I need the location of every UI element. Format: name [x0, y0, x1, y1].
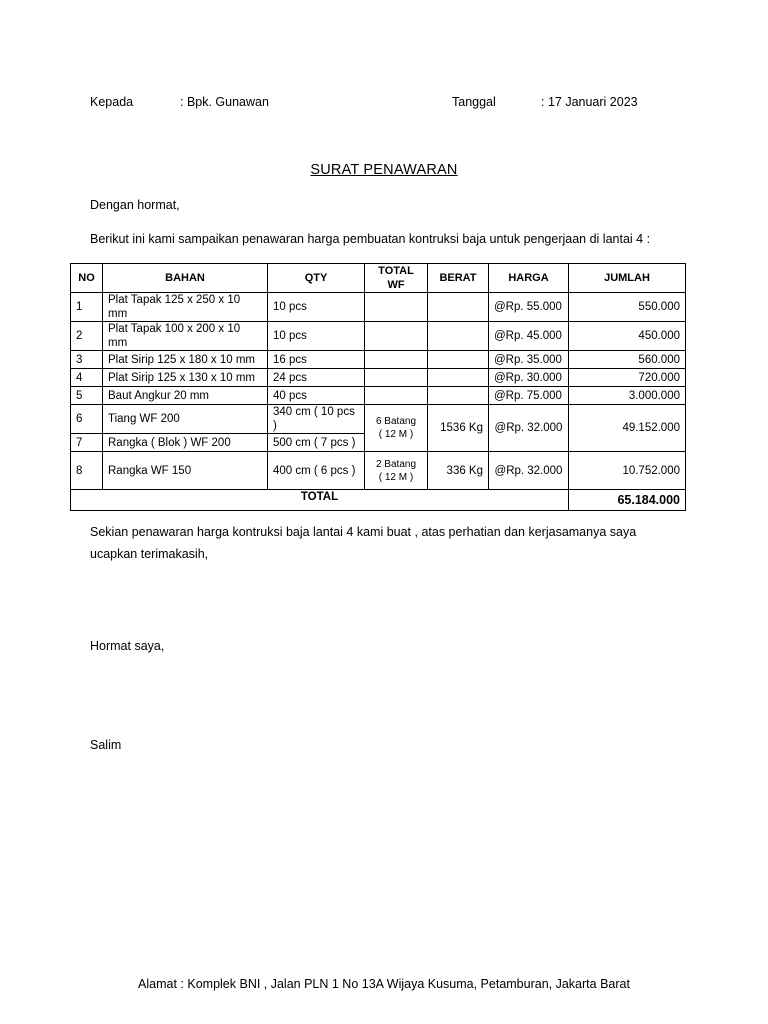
cell-bahan: Plat Tapak 125 x 250 x 10 mm [103, 293, 268, 322]
cell-bahan: Rangka ( Blok ) WF 200 [103, 434, 268, 452]
cell-total-wf [365, 369, 428, 387]
col-header-total-wf: TOTAL WF [365, 264, 428, 293]
cell-qty: 10 pcs [268, 293, 365, 322]
total-wf-line2: ( 12 M ) [378, 471, 414, 483]
total-wf-line1: 6 Batang [375, 416, 417, 427]
total-row [71, 490, 686, 511]
cell-berat [428, 387, 489, 405]
cell-qty: 400 cm ( 6 pcs ) [268, 452, 365, 490]
cell-no: 6 [71, 405, 103, 434]
cell-bahan: Plat Sirip 125 x 180 x 10 mm [103, 351, 268, 369]
signer-name: Salim [90, 738, 122, 752]
cell-bahan: Baut Angkur 20 mm [103, 387, 268, 405]
cell-harga: @Rp. 35.000 [489, 351, 569, 369]
cell-harga: @Rp. 30.000 [489, 369, 569, 387]
cell-bahan: Rangka WF 150 [103, 452, 268, 490]
table-row [71, 405, 686, 434]
cell-berat [428, 293, 489, 322]
cell-jumlah: 10.752.000 [569, 452, 686, 490]
cell-jumlah: 49.152.000 [569, 405, 686, 452]
cell-total-wf [365, 452, 428, 490]
cell-harga: @Rp. 32.000 [489, 452, 569, 490]
cell-no: 3 [71, 351, 103, 369]
cell-no: 5 [71, 387, 103, 405]
table-row [71, 293, 686, 322]
cell-jumlah: 720.000 [569, 369, 686, 387]
total-label: TOTAL [71, 490, 569, 511]
cell-total-wf [365, 293, 428, 322]
table-row [71, 351, 686, 369]
cell-berat: 1536 Kg [428, 405, 489, 452]
cell-jumlah: 450.000 [569, 322, 686, 351]
cell-qty: 10 pcs [268, 322, 365, 351]
cell-qty: 40 pcs [268, 387, 365, 405]
cell-harga: @Rp. 55.000 [489, 293, 569, 322]
table-row [71, 452, 686, 490]
total-wf-line1: 2 Batang [375, 458, 417, 470]
tanggal-label: Tanggal [452, 95, 496, 109]
greeting: Dengan hormat, [90, 198, 180, 212]
cell-harga: @Rp. 32.000 [489, 405, 569, 452]
offer-table [70, 263, 686, 511]
cell-berat: 336 Kg [428, 452, 489, 490]
cell-no: 4 [71, 369, 103, 387]
table-row [71, 322, 686, 351]
cell-berat [428, 322, 489, 351]
regards: Hormat saya, [90, 639, 165, 653]
cell-jumlah: 550.000 [569, 293, 686, 322]
table-row [71, 387, 686, 405]
tanggal-value: : 17 Januari 2023 [541, 95, 638, 109]
cell-no: 7 [71, 434, 103, 452]
cell-qty: 16 pcs [268, 351, 365, 369]
cell-bahan: Plat Sirip 125 x 130 x 10 mm [103, 369, 268, 387]
cell-jumlah: 3.000.000 [569, 387, 686, 405]
cell-bahan: Tiang WF 200 [103, 405, 268, 434]
cell-qty: 500 cm ( 7 pcs ) [268, 434, 365, 452]
closing-line-2: ucapkan terimakasih, [90, 547, 209, 561]
kepada-label: Kepada [90, 95, 134, 109]
cell-total-wf [365, 322, 428, 351]
table-row [71, 369, 686, 387]
col-header-bahan: BAHAN [103, 264, 268, 293]
cell-qty: 24 pcs [268, 369, 365, 387]
cell-harga: @Rp. 75.000 [489, 387, 569, 405]
cell-total-wf [365, 387, 428, 405]
cell-bahan: Plat Tapak 100 x 200 x 10 mm [103, 322, 268, 351]
footer-address: Alamat : Komplek BNI , Jalan PLN 1 No 13A Wijaya Kusuma, Petamburan, Jakarta Barat [138, 977, 630, 991]
total-wf-line2: ( 12 M ) [378, 429, 414, 440]
kepada-value: : Bpk. Gunawan [180, 95, 269, 109]
total-value: 65.184.000 [569, 490, 686, 511]
closing-line-1: Sekian penawaran harga kontruksi baja lantai 4 kami buat , atas perhatian dan kerjasamanya saya [90, 525, 637, 539]
cell-no: 1 [71, 293, 103, 322]
cell-jumlah: 560.000 [569, 351, 686, 369]
cell-no: 2 [71, 322, 103, 351]
table-header-row [71, 264, 686, 293]
col-header-berat: BERAT [428, 264, 489, 293]
cell-total-wf [365, 405, 428, 452]
cell-berat [428, 369, 489, 387]
col-header-no: NO [71, 264, 103, 293]
intro-text: Berikut ini kami sampaikan penawaran harga pembuatan kontruksi baja untuk pengerjaan di lantai 4 : [90, 232, 651, 246]
cell-berat [428, 351, 489, 369]
document-title: SURAT PENAWARAN [310, 162, 458, 178]
col-header-harga: HARGA [489, 264, 569, 293]
col-header-jumlah: JUMLAH [569, 264, 686, 293]
cell-qty: 340 cm ( 10 pcs ) [268, 405, 365, 434]
col-header-qty: QTY [268, 264, 365, 293]
cell-harga: @Rp. 45.000 [489, 322, 569, 351]
cell-total-wf [365, 351, 428, 369]
cell-no: 8 [71, 452, 103, 490]
